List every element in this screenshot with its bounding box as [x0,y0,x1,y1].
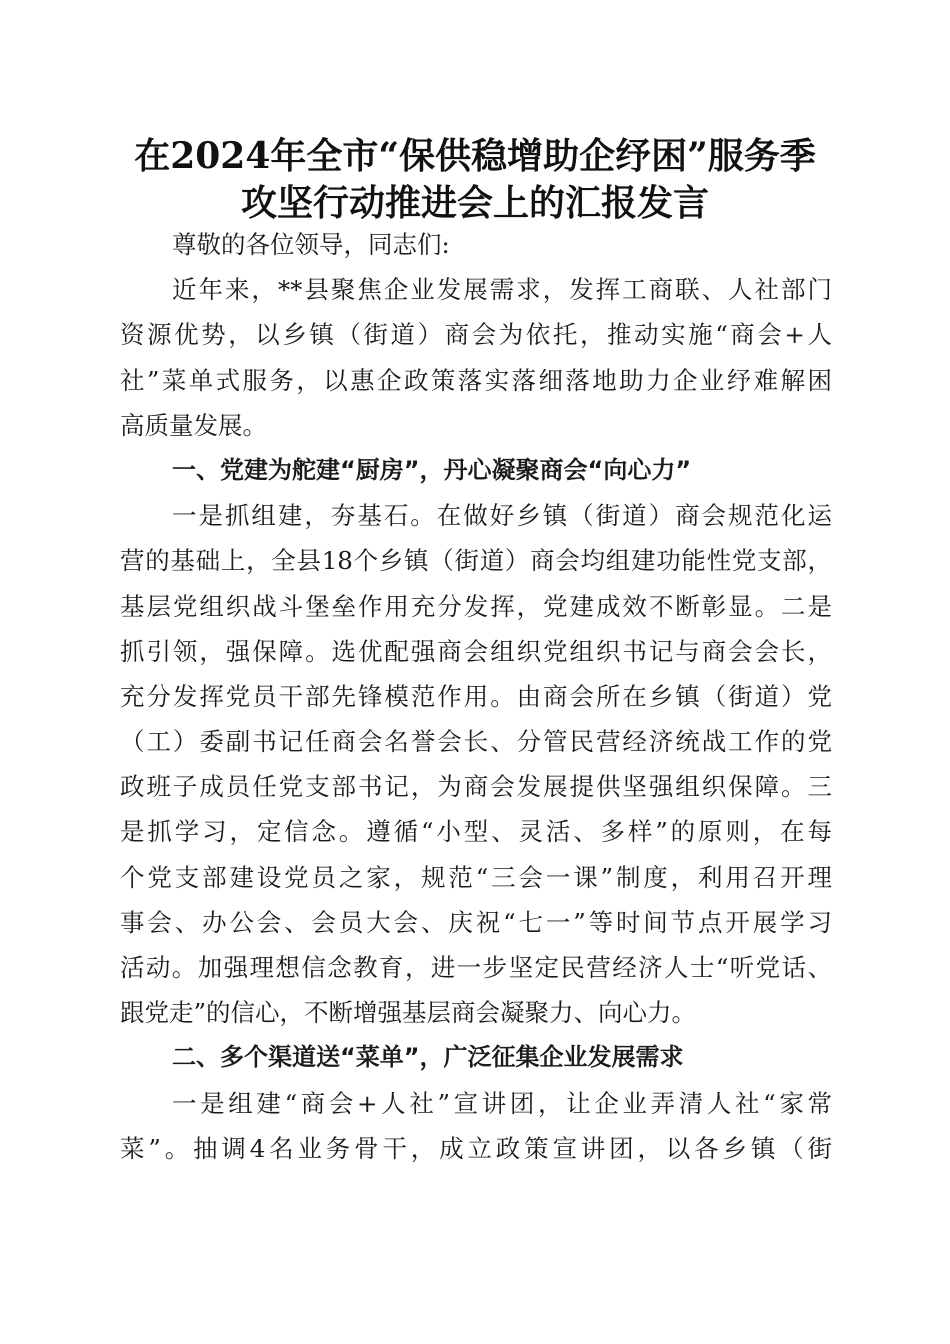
text-line: 社”菜单式服务，以惠企政策落实落细落地助力企业纾难解困 [120,365,832,395]
text-line: 活动。加强理想信念教育，进一步坚定民营经济人士“听党话、 [120,953,832,982]
intro-paragraph [120,267,832,448]
text-line: 营的基础上，全县18个乡镇（街道）商会均组建功能性党支部， [120,546,832,576]
text-line: 菜”。抽调4名业务骨干，成立政策宣讲团，以各乡镇（街 [120,1133,832,1163]
text-line: 是抓学习，定信念。遵循“小型、灵活、多样”的原则，在每 [120,817,832,847]
text-line: 基层党组织战斗堡垒作用充分发挥，党建成效不断彰显。二是 [120,591,832,621]
text-line: 事会、办公会、会员大会、庆祝“七一”等时间节点开展学习 [120,907,832,937]
text-line: 政班子成员任党支部书记，为商会发展提供坚强组织保障。三 [120,772,832,802]
text-line: 一是抓组建，夯基石。在做好乡镇（街道）商会规范化运 [172,501,832,531]
document-body [120,222,832,1171]
section-2-paragraph [120,1081,832,1171]
text-line: 充分发挥党员干部先锋模范作用。由商会所在乡镇（街道）党 [120,681,832,711]
text-line: 近年来，**县聚焦企业发展需求，发挥工商联、人社部门 [172,275,832,305]
text-line: 个党支部建设党员之家，规范“三会一课”制度，利用召开理 [120,862,832,892]
section-1-heading: 一、党建为舵建“厨房”，丹心凝聚商会“向心力” [172,455,692,484]
text-line: 资源优势，以乡镇（街道）商会为依托，推动实施“商会+人 [120,320,832,350]
text-line: 一是组建“商会+人社”宣讲团，让企业弄清人社“家常 [172,1088,832,1118]
text-line: 抓引领，强保障。选优配强商会组织党组织书记与商会会长， [120,636,832,666]
text-line: 高质量发展。 [120,410,267,440]
section-2-heading: 二、多个渠道送“菜单”，广泛征集企业发展需求 [172,1043,684,1072]
title-line-2: 攻坚行动推进会上的汇报发言 [240,182,709,224]
title-line-1: 在2024年全市“保供稳增助企纾困”服务季 [134,135,816,177]
document-title [110,133,840,227]
greeting: 尊敬的各位领导，同志们: [172,230,450,259]
text-line: （工）委副书记任商会名誉会长、分管民营经济统战工作的党 [120,727,832,757]
section-1-paragraph [120,493,832,1035]
text-line: 跟党走”的信心，不断增强基层商会凝聚力、向心力。 [120,998,697,1028]
